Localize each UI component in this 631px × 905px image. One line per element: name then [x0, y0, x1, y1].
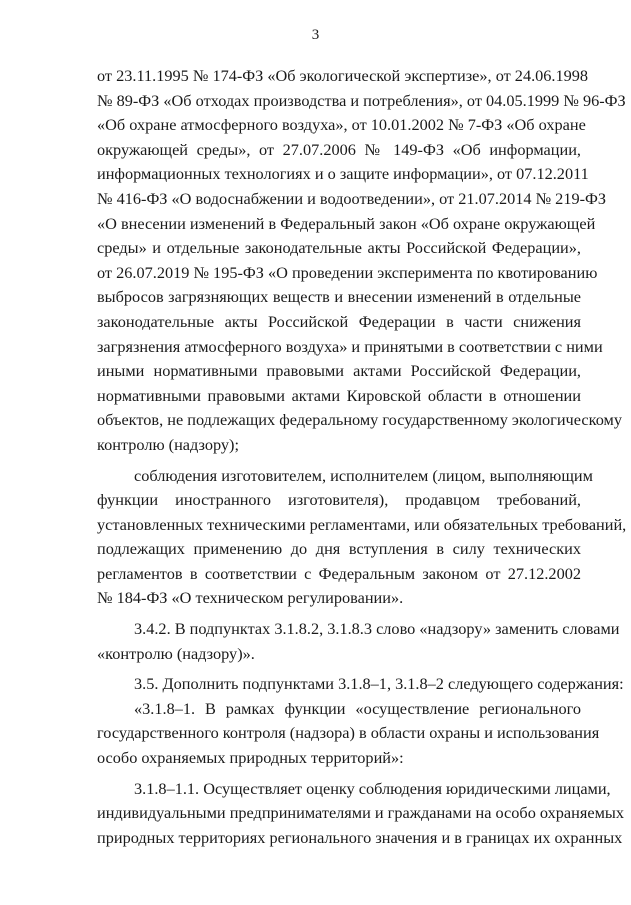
text-line: особо охраняемых природных территорий»:	[97, 748, 404, 768]
text-line: загрязнения атмосферного воздуха» и принятыми в соответствии с ними	[97, 336, 603, 356]
text-line: среды» и отдельные законодательные акты Российской Федерации»,	[97, 238, 581, 258]
text-line: «Об охране атмосферного воздуха», от 10.01.2002 № 7-ФЗ «Об охране	[97, 115, 586, 135]
page-number: 3	[311, 27, 320, 43]
text-line: объектов, не подлежащих федеральному государственному экологическому	[97, 410, 622, 430]
text-line: 3.1.8–1.1. Осуществляет оценку соблюдения юридическими лицами,	[134, 778, 611, 798]
text-line: информационных технологиях и о защите информации», от 07.12.2011	[97, 164, 589, 184]
text-line: № 416-ФЗ «О водоснабжении и водоотведении», от 21.07.2014 № 219-ФЗ	[97, 188, 607, 208]
paragraph-3	[97, 617, 620, 666]
text-line: 3.5. Дополнить подпунктами 3.1.8–1, 3.1.8–2 следующего содержания:	[134, 674, 624, 694]
text-line: государственного контроля (надзора) в области охраны и использования	[97, 723, 600, 743]
paragraph-4	[97, 672, 624, 697]
text-line: нормативными правовыми актами Кировской области в отношении	[97, 385, 581, 405]
paragraph-5	[97, 697, 600, 771]
text-line: иными нормативными правовыми актами Российской Федерации,	[97, 361, 581, 381]
text-line: установленных техническими регламентами, или обязательных требований,	[97, 514, 627, 534]
text-line: «3.1.8–1. В рамках функции «осуществление регионального	[134, 698, 581, 718]
paragraph-1	[97, 64, 626, 458]
text-line: контролю (надзору);	[97, 434, 240, 454]
text-line: 3.4.2. В подпунктах 3.1.8.2, 3.1.8.3 слово «надзору» заменить словами	[134, 619, 620, 639]
text-line: соблюдения изготовителем, исполнителем (лицом, выполняющим	[134, 465, 593, 485]
text-line: от 26.07.2019 № 195-ФЗ «О проведении эксперимента по квотированию	[97, 262, 598, 282]
text-line: от 23.11.1995 № 174-ФЗ «Об экологической экспертизе», от 24.06.1998	[97, 66, 589, 85]
text-line: «О внесении изменений в Федеральный закон «Об охране окружающей	[97, 213, 596, 233]
paragraph-2	[97, 464, 627, 612]
text-line: окружающей среды», от 27.07.2006 № 149-ФЗ «Об информации,	[97, 139, 581, 159]
text-line: № 184-ФЗ «О техническом регулировании».	[97, 588, 404, 608]
text-line: № 89-ФЗ «Об отходах производства и потребления», от 04.05.1999 № 96-ФЗ	[97, 90, 626, 110]
text-line: выбросов загрязняющих веществ и внесении изменений в отдельные	[97, 287, 581, 307]
text-line: законодательные акты Российской Федерации в части снижения	[97, 311, 581, 331]
text-line: «контролю (надзору)».	[97, 643, 255, 663]
text-line: функции иностранного изготовителя), продавцом требований,	[97, 490, 581, 510]
text-line: индивидуальными предпринимателями и гражданами на особо охраняемых	[97, 803, 624, 823]
paragraph-6	[97, 777, 624, 851]
text-line: природных территориях регионального значения и в границах их охранных	[97, 827, 623, 847]
document-body	[97, 64, 627, 850]
text-line: регламентов в соответствии с Федеральным законом от 27.12.2002	[97, 563, 581, 583]
text-line: подлежащих применению до дня вступления в силу технических	[97, 539, 581, 559]
